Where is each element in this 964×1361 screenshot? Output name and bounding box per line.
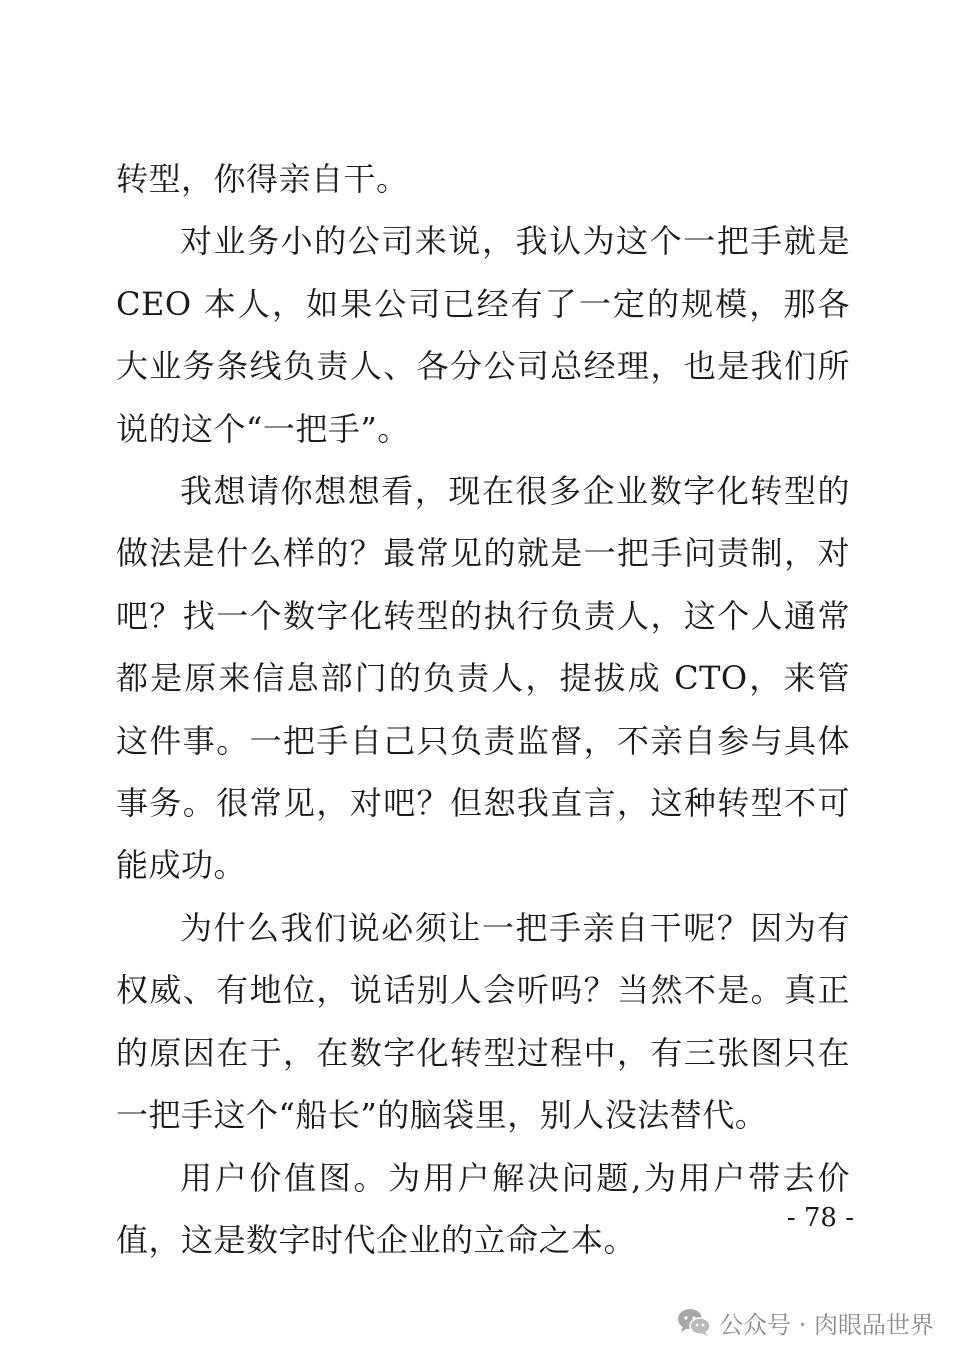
paragraph-3: 我想请你想想看，现在很多企业数字化转型的做法是什么样的？最常见的就是一把手问责制，对吧？找一个数字化转型的执行负责人，这个人通常都是原来信息部门的负责人，提拔成 CTO，来管这件事。一把手自己只负责监督，不亲自参与具体事务。很常见，对吧？但恕我直言，这种转型不可能成功。 — [116, 472, 850, 885]
watermark — [677, 1300, 934, 1344]
paragraph-1: 转型，你得亲自干。 — [116, 160, 409, 198]
body-text — [116, 148, 850, 1271]
paragraph-4: 为什么我们说必须让一把手亲自干呢？因为有权威、有地位，说话别人会听吗？当然不是。真正的原因在于，在数字化转型过程中，有三张图只在一把手这个“船长”的脑袋里，别人没法替代。 — [116, 908, 850, 1135]
wechat-icon — [677, 1307, 711, 1337]
paragraph-5: 用户价值图。为用户解决问题,为用户带去价值，这是数字时代企业的立命之本。 — [116, 1158, 850, 1259]
watermark-text: 公众号 · 肉眼品世界 — [719, 1310, 934, 1339]
page-number: - 78 - — [786, 1203, 854, 1233]
paragraph-2: 对业务小的公司来说，我认为这个一把手就是CEO 本人，如果公司已经有了一定的规模，那各大业务条线负责人、各分公司总经理，也是我们所说的这个“一把手”。 — [116, 222, 850, 448]
